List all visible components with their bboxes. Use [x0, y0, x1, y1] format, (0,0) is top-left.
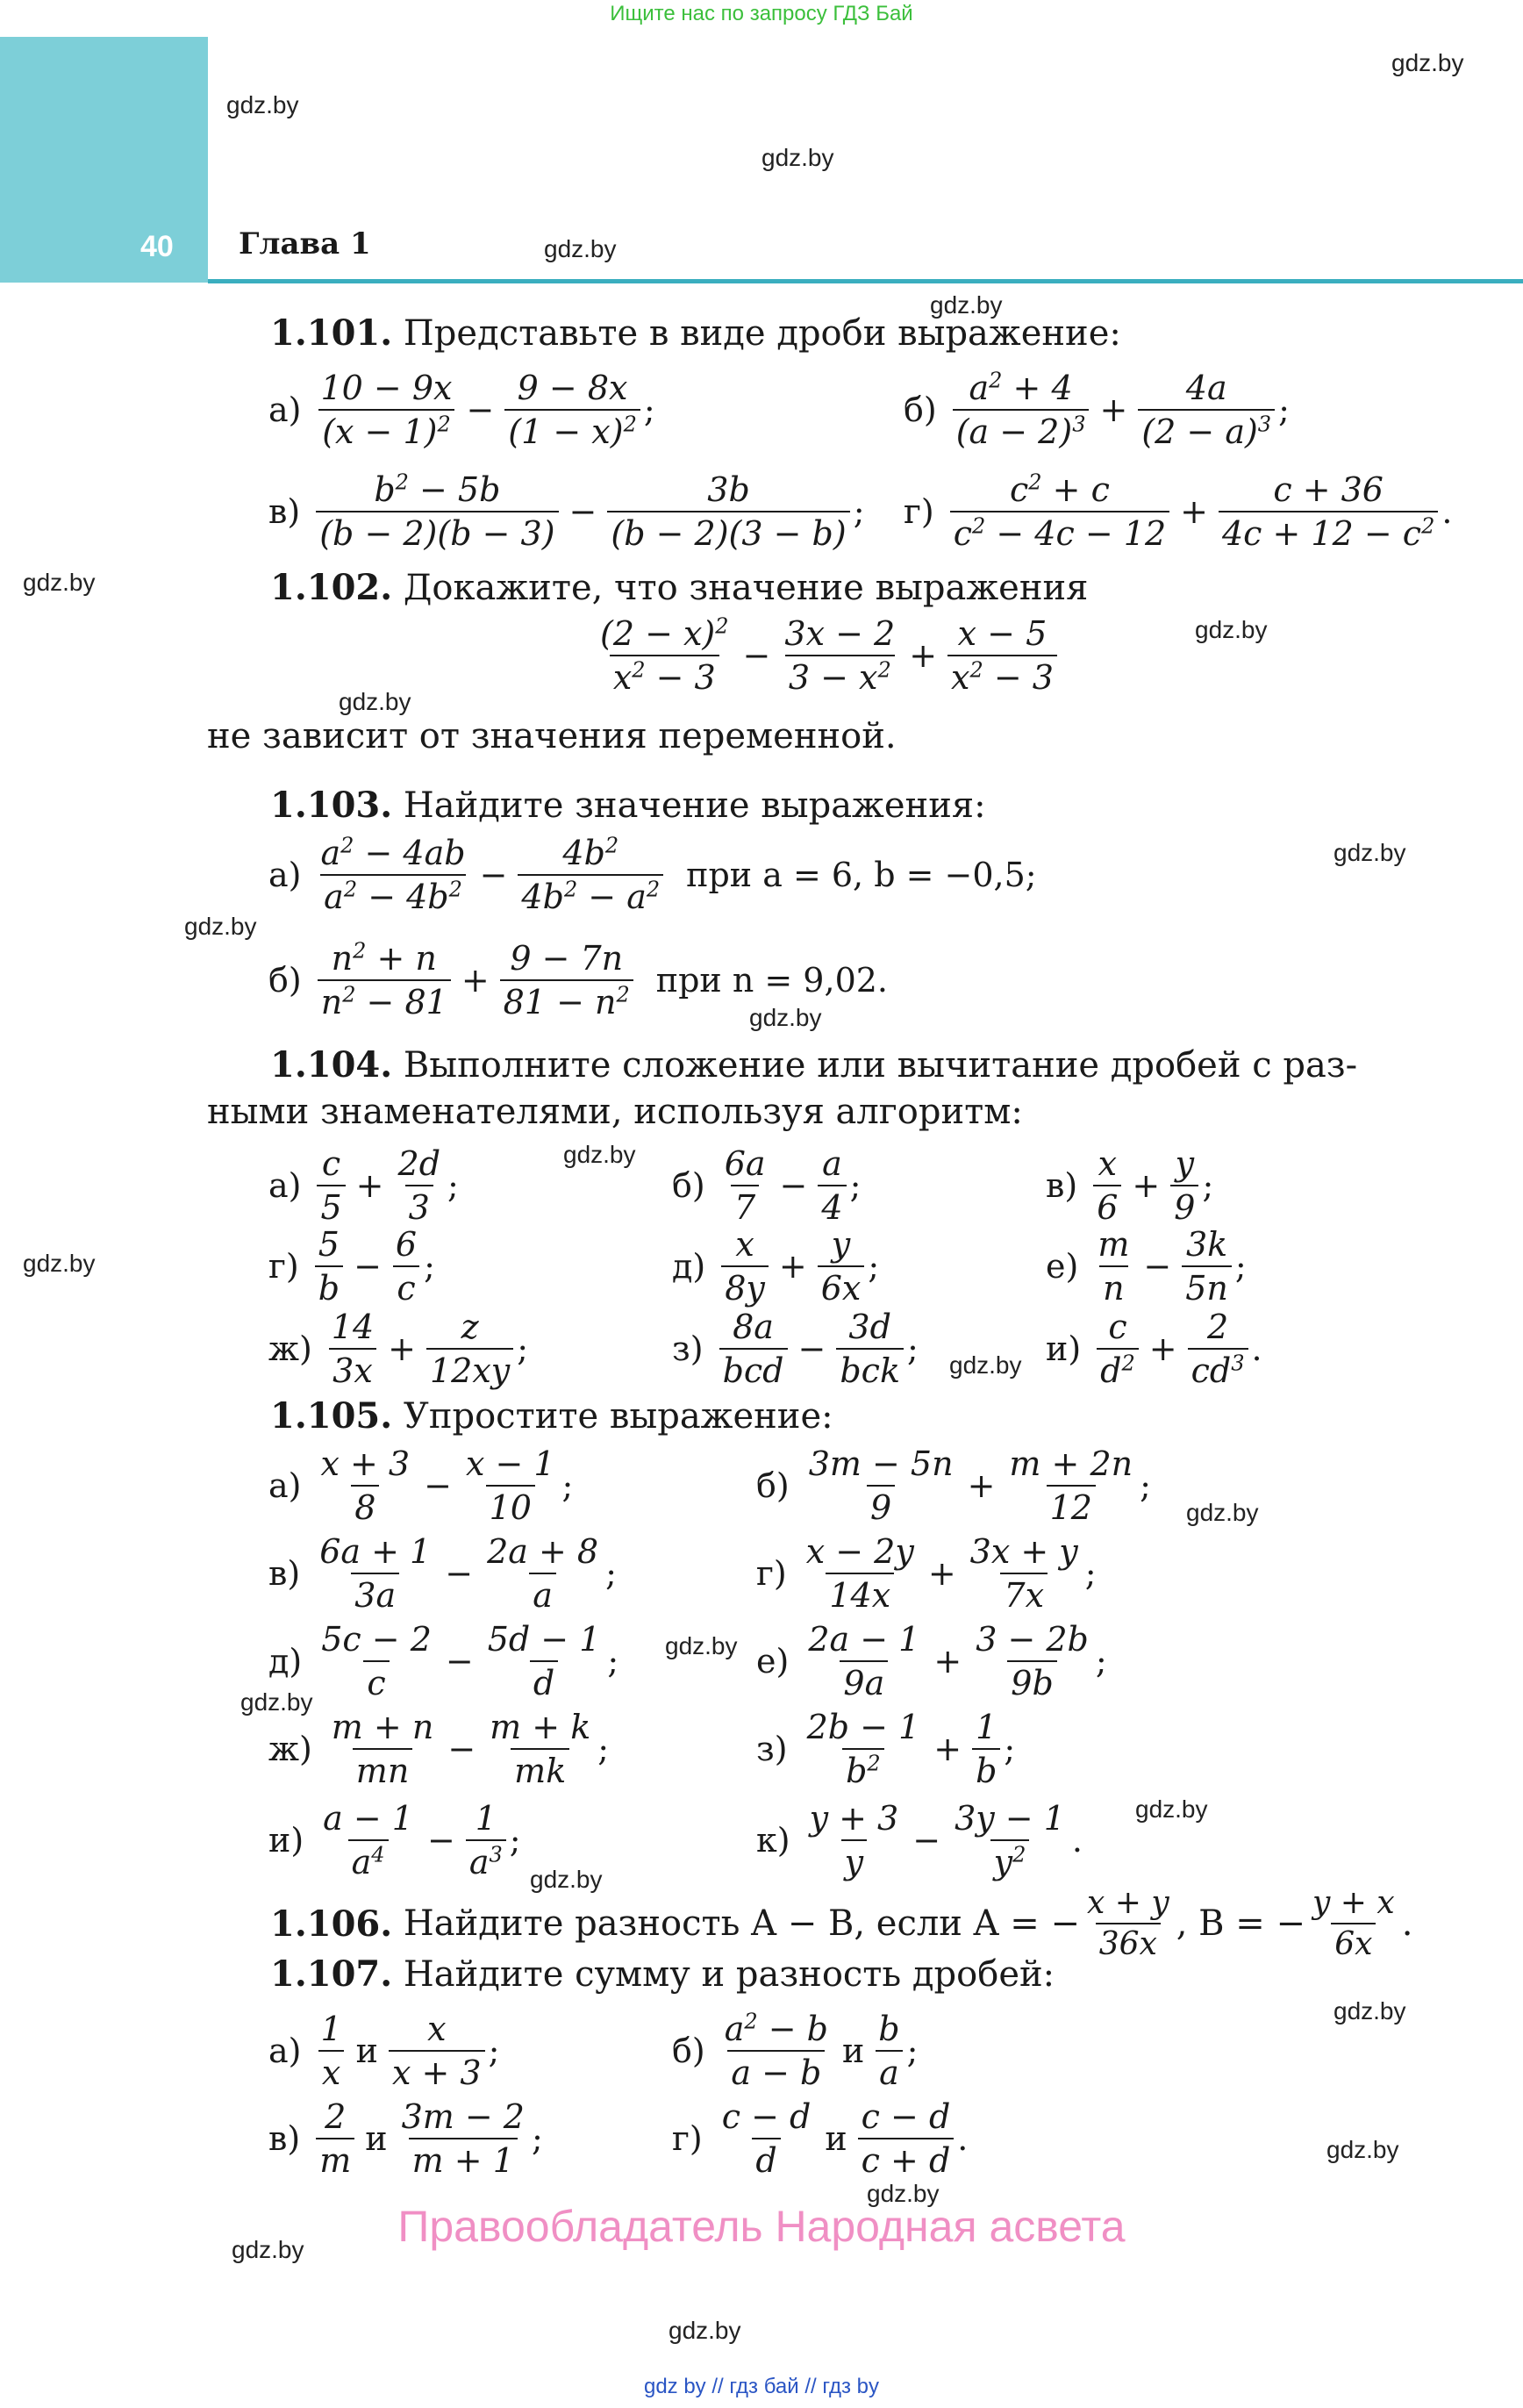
watermark: gdz.by [930, 291, 1003, 319]
expr-1-104-g: г) $\frac{5}{b}$ − $\frac{6}{c}$ ; [268, 1225, 435, 1308]
problem-number: 1.107. [270, 1953, 393, 1995]
item-label: а) [268, 856, 302, 894]
expr-1-105-z: з) $\frac{2b - 1}{b^2}$ + $\frac{1}{b}$ ; [756, 1708, 1016, 1790]
expr-1-103-a: а) $\frac{a^2 - 4ab}{a^2 - 4b^2}$ − $\frac{4b^2}{4b^2 - a^2}$ при a = 6, b = −0,5; [268, 833, 1037, 916]
expr-1-107-v: в) $\frac{2}{m}$ и $\frac{3m - 2}{m + 1}$ ; [268, 2097, 543, 2180]
conjunction: и [841, 2032, 865, 2070]
item-label: е) [1046, 1247, 1079, 1286]
expr-1-101-a: а) $\frac{10 - 9x}{(x - 1)^2}$ − $\frac{9 - 8x}{(1 - x)^2}$ ; [268, 369, 655, 451]
watermark: gdz.by [563, 1141, 636, 1168]
problem-number: 1.101. [270, 312, 393, 354]
problem-number: 1.103. [270, 785, 393, 826]
expr-1-105-zh: ж) $\frac{m + n}{mn}$ − $\frac{m + k}{mk}$ ; [268, 1708, 610, 1790]
expr-1-105-d: д) $\frac{5c - 2}{c}$ − $\frac{5d - 1}{d}$ ; [268, 1620, 619, 1702]
problem-number: 1.106. [270, 1903, 393, 1945]
item-label: ж) [268, 1730, 312, 1768]
problem-text: Найдите сумму и разность дробей: [403, 1954, 1055, 1995]
item-label: ж) [268, 1329, 312, 1368]
expr-1-107-g: г) $\frac{c - d}{d}$ и $\frac{c - d}{c + d}$ . [672, 2097, 969, 2180]
copyright-holder: Правообладатель Народная асвета [397, 2202, 1126, 2251]
item-label: а) [268, 391, 302, 429]
expr-1-101-b: б) $\frac{a^2 + 4}{(a - 2)^3}$ + $\frac{4a}{(2 - a)^3}$ ; [904, 368, 1290, 451]
watermark: gdz.by [1326, 2136, 1399, 2163]
item-label: г) [672, 2119, 703, 2158]
watermark: gdz.by [1334, 1997, 1406, 2025]
bottom-links[interactable]: gdz by // гдз бай // гдз by [643, 2375, 880, 2398]
problem-1-103-heading [270, 785, 986, 826]
item-label: б) [756, 1466, 790, 1505]
watermark: gdz.by [530, 1866, 603, 1893]
expr-1-105-e: е) $\frac{2a - 1}{9a}$ + $\frac{3 - 2b}{9b}$ ; [756, 1620, 1107, 1702]
expr-1-105-a: а) $\frac{x + 3}{8}$ − $\frac{x - 1}{10}$ ; [268, 1444, 574, 1527]
problem-text-end: . [1401, 1903, 1413, 1944]
condition: при a = 6, b = −0,5; [686, 856, 1037, 894]
item-label: д) [672, 1247, 706, 1286]
problem-1-106: 1.106. Найдите разность A − B, если A = − $\frac{x + y}{36x}$ , B = − $\frac{y + x}{6x}$ . [270, 1885, 1413, 1962]
item-label: б) [672, 2032, 705, 2070]
item-label: б) [672, 1166, 705, 1205]
watermark: gdz.by [949, 1351, 1022, 1379]
expr-1-104-z: з) $\frac{8a}{\text{bcd}}$ − $\frac{3d}{\text{bck}}$ ; [672, 1308, 919, 1390]
problem-1-104-heading [270, 1044, 1357, 1086]
item-label: г) [756, 1554, 787, 1593]
problem-number: 1.104. [270, 1044, 393, 1086]
problem-1-107-heading [270, 1953, 1055, 1995]
watermark: gdz.by [1195, 616, 1268, 643]
expr-1-104-i: и) $\frac{c}{d^2}$ + $\frac{2}{cd^3}$ . [1046, 1308, 1262, 1390]
problem-text: Найдите разность A − B, если A = − [403, 1903, 1080, 1944]
problem-number: 1.105. [270, 1395, 393, 1437]
expr-1-101-v: в) $\frac{b^2 - 5b}{(b - 2)(b - 3)}$ − $\frac{3b}{(b - 2)(3 - b)}$ ; [268, 469, 865, 553]
expr-1-104-e: е) $\frac{m}{n}$ − $\frac{3k}{5n}$ ; [1046, 1225, 1247, 1308]
item-label: в) [268, 2119, 301, 2158]
item-label: а) [268, 2032, 302, 2070]
item-label: в) [1046, 1166, 1078, 1205]
watermark: gdz.by [544, 235, 617, 262]
problem-1-101-heading [270, 312, 1121, 354]
item-label: к) [756, 1821, 790, 1860]
watermark: gdz.by [1186, 1499, 1259, 1526]
watermark: gdz.by [23, 1250, 96, 1277]
chapter-title: Глава 1 [239, 226, 371, 262]
watermark: gdz.by [762, 144, 834, 171]
problem-text: Выполните сложение или вычитание дробей с раз- [403, 1045, 1358, 1086]
expr-1-105-b: б) $\frac{3m - 5n}{9}$ + $\frac{m + 2n}{12}$ ; [756, 1444, 1151, 1527]
item-label: б) [904, 391, 937, 429]
condition: при n = 9,02. [655, 961, 888, 1000]
watermark: gdz.by [232, 2236, 304, 2263]
page-number: 40 [140, 230, 174, 263]
item-label: з) [756, 1730, 788, 1768]
problem-1-105-heading [270, 1395, 833, 1437]
watermark: gdz.by [669, 2317, 741, 2344]
expr-1-102: $\frac{(2 - x)^2}{x^2 - 3}$ − $\frac{3x - 2}{3 - x^2}$ + $\frac{x - 5}{x^2 - 3}$ [593, 614, 1061, 697]
watermark: gdz.by [23, 569, 96, 596]
conjunction: и [355, 2032, 378, 2070]
expr-1-105-v: в) $\frac{6a + 1}{3a}$ − $\frac{2a + 8}{a}$ ; [268, 1532, 617, 1615]
expr-1-103-b: б) $\frac{n^2 + n}{n^2 - 81}$ + $\frac{9 - 7n}{81 - n^2}$ при n = 9,02. [268, 938, 888, 1021]
expr-1-104-v: в) $\frac{x}{6}$ + $\frac{y}{9}$ ; [1046, 1144, 1214, 1227]
item-label: д) [268, 1642, 303, 1681]
item-label: г) [268, 1247, 299, 1286]
problem-text: Упростите выражение: [403, 1396, 833, 1437]
problem-1-104-line2: ными знаменателями, используя алгоритм: [207, 1092, 1023, 1132]
expr-1-105-g: г) $\frac{x - 2y}{14x}$ + $\frac{3x + y}{7x}$ ; [756, 1532, 1097, 1615]
watermark: gdz.by [226, 91, 299, 118]
watermark: gdz.by [749, 1004, 822, 1031]
problem-1-102-tail: не зависит от значения переменной. [207, 716, 897, 756]
problem-text: Найдите значение выражения: [403, 785, 986, 826]
item-label: з) [672, 1329, 704, 1368]
page-corner-block [0, 37, 208, 283]
expr-1-107-a: а) $\frac{1}{x}$ и $\frac{x}{x + 3}$ ; [268, 2010, 500, 2092]
expr-1-104-b: б) $\frac{6a}{7}$ − $\frac{a}{4}$ ; [672, 1144, 862, 1227]
item-label: б) [268, 961, 302, 1000]
expr-1-104-zh: ж) $\frac{14}{3x}$ + $\frac{z}{12xy}$ ; [268, 1308, 529, 1390]
watermark: gdz.by [1334, 839, 1406, 866]
item-label: в) [268, 492, 301, 531]
expr-1-105-k: к) $\frac{y + 3}{y}$ − $\frac{3y - 1}{y^2}$ . [756, 1799, 1083, 1881]
problem-text: Представьте в виде дроби выражение: [403, 313, 1121, 354]
watermark: gdz.by [867, 2180, 940, 2207]
item-label: г) [904, 492, 934, 531]
problem-text-mid: , B = − [1176, 1903, 1305, 1944]
conjunction: и [365, 2119, 388, 2158]
problem-text: Докажите, что значение выражения [403, 568, 1089, 608]
item-label: а) [268, 1166, 302, 1205]
item-label: и) [268, 1821, 304, 1860]
item-label: е) [756, 1642, 790, 1681]
item-label: а) [268, 1466, 302, 1505]
item-label: и) [1046, 1329, 1082, 1368]
expr-1-104-a: а) $\frac{c}{5}$ + $\frac{2d}{3}$ ; [268, 1144, 459, 1227]
watermark: gdz.by [665, 1632, 738, 1659]
watermark: gdz.by [184, 913, 257, 940]
problem-number: 1.102. [270, 567, 393, 608]
expr-1-101-g: г) $\frac{c^2 + c}{c^2 - 4c - 12}$ + $\frac{c + 36}{4c + 12 - c^2}$ . [904, 469, 1453, 553]
watermark: gdz.by [1135, 1795, 1208, 1823]
expr-1-107-b: б) $\frac{a^2 - b}{a - b}$ и $\frac{b}{a}$ ; [672, 2009, 919, 2092]
problem-1-102-heading [270, 567, 1088, 608]
expr-1-104-d: д) $\frac{x}{8y}$ + $\frac{y}{6x}$ ; [672, 1225, 880, 1308]
header-rule [208, 279, 1523, 283]
watermark: gdz.by [339, 688, 411, 715]
item-label: в) [268, 1554, 301, 1593]
expr-1-105-i: и) $\frac{a - 1}{a^4}$ − $\frac{1}{a^3}$ ; [268, 1799, 521, 1881]
conjunction: и [825, 2119, 847, 2158]
watermark: gdz.by [1391, 49, 1464, 76]
watermark: gdz.by [240, 1688, 313, 1716]
top-banner[interactable]: Ищите нас по запросу ГДЗ Бай [610, 2, 913, 25]
